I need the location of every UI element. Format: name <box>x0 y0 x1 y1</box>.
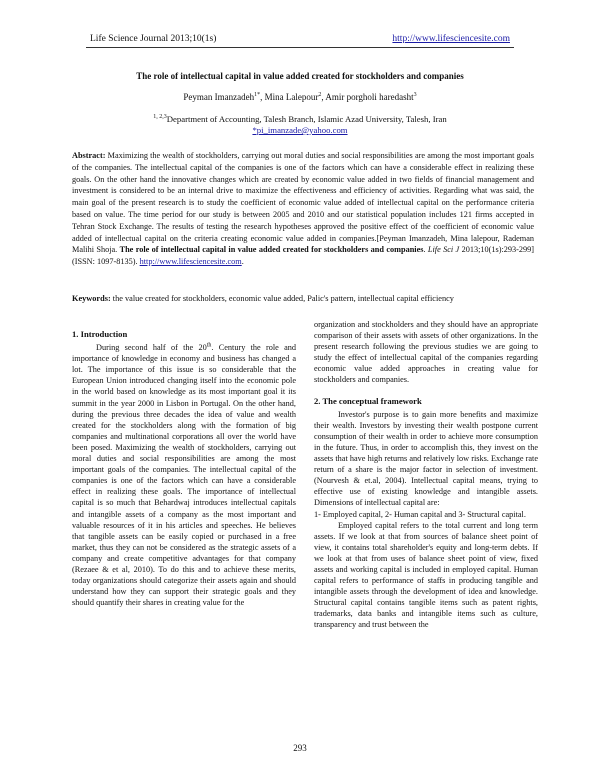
page-number: 293 <box>293 743 307 753</box>
framework-paragraph: Investor's purpose is to gain more benefits and maximize their wealth. Investors by investing their wealth postpone current consumption of their wealth in order to achieve more consumption in the future. Thus, in order to accomplish this, they invest on the assets that have high returns and relatively low risks. Exchange rate return of a share is the major factor in selection of investment. (Nourvesh & et.al, 2004). Intellectual capital means, trying to effective use of existing knowledge and intangible assets. Dimensions of intellectual capital are: <box>314 409 538 508</box>
journal-name: Life Science Journal 2013;10(1s) <box>90 34 217 44</box>
affiliation-text: Department of Accounting, Talesh Branch, Islamic Azad University, Talesh, Iran <box>166 114 447 124</box>
keywords-label: Keywords: <box>72 294 111 303</box>
keywords-line <box>72 294 534 303</box>
journal-url-link[interactable]: http://www.lifesciencesite.com <box>392 34 510 44</box>
introduction-continuation: organization and stockholders and they should have an appropriate comparison of their assets with assets of other organizations. In the present research following the previous studies we are going to study the effect of intellectual capital of the companies regarding economic value added approaches in creating value for stockholders and companies. <box>314 320 538 385</box>
intro-superscript: th <box>206 342 212 349</box>
intro-text-rest: . Century the role and importance of knowledge in economy and business has changed a lot. The importance of this issue is so considerable that the European Union introduced changing itself into the economic pole in the world based on knowledge as its most important goal it its summit in the year 2000 in Lisbon in Portugal. On the other hand, during the previous three decades the idea of value and wealth created for the stockholders along with the formation of big companies and multinational corporations all over the world have been posed. Maximizing the wealth of stockholders, carrying out moral duties and social responsibilities are among the most important goals of the companies. The intellectual capital of the companies is one of the factors which can have a considerable effect in realizing these goals. The importance of intellectual capital is so much that Behardwaj introduces intellectual capitals and intangible assets of a company as the most important and valuable resources of it in his articles and speeches. He believes that tangible assets can be easily copied or purchased in a free market, thus they can not be considered as the strategic assets of a company and create competitive advantages for that company (Rezaee & et al, 2010). To do this and to achieve these merits, today organizations should categorize their assets again and should understand how they can support their strategic goals and they should quantify their shares in creating value for the <box>72 343 296 608</box>
author-separator: , <box>260 92 265 102</box>
section-heading-introduction: 1. Introduction <box>72 329 128 339</box>
author-superscript: 1* <box>254 92 261 98</box>
keywords-text: the value created for stockholders, economic value added, Palic's pattern, intellectual capital efficiency <box>110 294 454 303</box>
author-superscript: 3 <box>413 92 417 98</box>
left-column <box>72 319 296 608</box>
citation-title: The role of intellectual capital in value added created for stockholders and companies <box>119 245 424 255</box>
author-superscript: 2 <box>318 92 322 98</box>
author-name: Mina Lalepour <box>264 92 319 102</box>
right-column <box>314 319 538 631</box>
author-name: Peyman Imanzadeh <box>183 92 255 102</box>
header-divider <box>86 47 514 48</box>
running-header <box>86 34 514 48</box>
citation-end: . <box>241 257 244 267</box>
author-name: Amir porgholi haredasht <box>325 92 414 102</box>
author-separator: , <box>321 92 326 102</box>
affiliation-superscript: 1, 2,3 <box>153 114 167 121</box>
author-line <box>70 92 530 102</box>
section-heading-framework: 2. The conceptual framework <box>314 395 422 406</box>
citation-journal: Life Sci J <box>427 245 460 255</box>
citation-details: 2013;10(1s):293-299] (ISSN: 1097-8135). <box>72 245 534 267</box>
citation-link[interactable]: http://www.lifesciencesite.com <box>139 257 242 267</box>
author-email-link[interactable]: *pi_imanzade@yahoo.com <box>252 125 348 135</box>
paper-title: The role of intellectual capital in value added created for stockholders and companies <box>136 71 464 81</box>
abstract-body: Maximizing the wealth of stockholders, carrying out moral duties and social responsibilities are among the most important goals of the companies. The intellectual capital of the companies is one of the factors which can have a considerable effect in realizing these goals. On the other hand the innovative changes which are created by economic value added in two fields of financial management and investment is considered to be an internal drive to maximize the effectiveness and efficiency of activities. Regarding what was said, the main goal of the present research is to study the coefficient of economic value added of intellectual capital on the performance criteria based on value. The time period for our study is between 2005 and 2010 and our statistical population includes 121 firms accepted in Tehran Stock Exchange. The results of testing the research hypotheses approved the positive effect of the coefficient of economic value added of intellectual capital on the criteria creating economic value added in companies.[Peyman Imanzadeh, Mina lalepour, Rademan Malihi Shoja. <box>72 151 534 255</box>
abstract-block: Abstract: Maximizing the wealth of stockholders, carrying out moral duties and social responsibilities are among the most important goals of the companies. The intellectual capital of the companies is one of the factors which can have a considerable effect in realizing these goals. On the other hand the innovative changes which are created by economic value added in two fields of financial management and investment is considered to be an internal drive to maximize the effectiveness and efficiency of activities. Regarding what was said, the main goal of the present research is to study the coefficient of economic value added of intellectual capital on the performance criteria based on value. The time period for our study is between 2005 and 2010 and our statistical population includes 121 firms accepted in Tehran Stock Exchange. The results of testing the research hypotheses approved the positive effect of the coefficient of economic value added of intellectual capital on the criteria creating economic value added in companies.[Peyman Imanzadeh, Mina lalepour, Rademan Malihi Shoja. The role of intellectual capital in value added created for stockholders and companies. Life Sci J 2013;10(1s):293-299] (ISSN: 1097-8135). http://www.lifesciencesite.com. <box>72 151 534 267</box>
capital-dimensions-list: 1- Employed capital, 2- Human capital and 3- Structural capital. <box>314 509 526 519</box>
intro-text-start: During second half of the 20 <box>96 343 207 353</box>
introduction-paragraph <box>72 342 296 608</box>
affiliation <box>70 114 530 124</box>
framework-paragraph-2: Employed capital refers to the total current and long term assets. If we look at that from sources of balance sheet point of view, it contains total shareholder's equity and long-term debts. If we look at that from uses of balance sheet point of view, fixed assets and working capital is included in employed capital. Human capital refers to performance of staffs in producing tangible and intangible assets through the development of idea and knowledge. Structural capital contains tangible items such as patent rights, trademarks, data banks and intangible items such as culture, transparency and trust between the <box>314 520 538 630</box>
abstract-label: Abstract: <box>72 151 106 160</box>
